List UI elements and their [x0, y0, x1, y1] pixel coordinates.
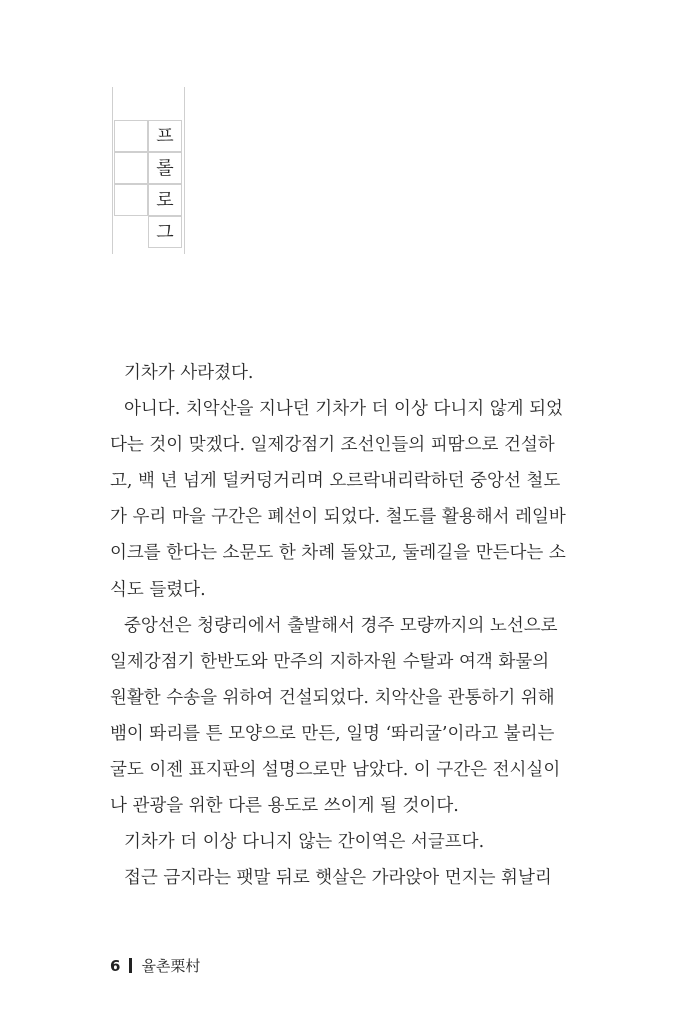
paragraph: 기차가 더 이상 다니지 않는 간이역은 서글프다. — [124, 832, 485, 853]
page-number: 6 — [110, 956, 121, 975]
grid-cell — [114, 184, 148, 216]
paragraph: 아니다. 치악산을 지나던 기차가 더 이상 다니지 않게 되었 다는 것이 맞겠다. 일제강점기 조선인들의 피땀으로 건설하 고, 백 년 넘게 덜커덩거리며 오르락내리락하던 중앙선 철도 가 우리 마을 구간은 폐선이 되었다. 철도를 활용해서 레일바 이크를 한다는 소문도 한 차례 돌았고, 둘레길을 만든다는 소 식도 들렸다. — [110, 399, 566, 600]
paragraph: 기차가 사라졌다. — [124, 363, 254, 383]
grid-line — [184, 87, 185, 254]
chapter-title-char: 롤 — [156, 158, 174, 179]
chapter-title-char: 프 — [156, 126, 174, 147]
grid-cell — [114, 120, 148, 152]
chapter-title-char: 그 — [156, 222, 174, 243]
book-title: 율촌栗村 — [141, 957, 201, 975]
grid-cell — [114, 152, 148, 184]
footer-divider — [129, 958, 132, 973]
paragraph: 접근 금지라는 팻말 뒤로 햇살은 가라앉아 먼지는 휘날리 — [124, 868, 552, 889]
body-text — [110, 355, 570, 896]
chapter-title-char: 로 — [156, 190, 174, 211]
grid-line — [112, 87, 113, 254]
page-footer — [110, 955, 200, 976]
paragraph: 중앙선은 청량리에서 출발해서 경주 모량까지의 노선으로 일제강점기 한반도와 만주의 지하자원 수탈과 여객 화물의 원활한 수송을 위하여 건설되었다. 치악산을 관통하기 위해 뱀이 똬리를 튼 모양으로 만든, 일명 ‘똬리굴’이라고 불리는 굴도 이젠 표지판의 설명으로만 남았다. 이 구간은 전시실이 나 관광을 위한 다른 용도로 쓰이게 될 것이다. — [110, 615, 561, 817]
